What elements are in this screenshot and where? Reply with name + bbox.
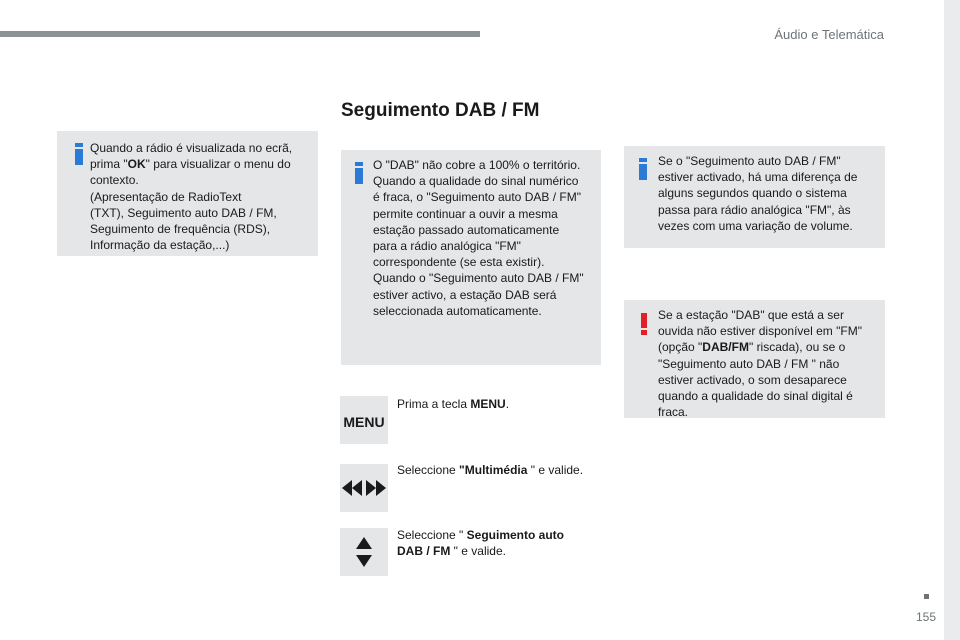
text-line: estiver activado, há uma diferença de <box>658 170 858 185</box>
menu-key-icon: MENU <box>340 396 388 444</box>
step-select-multimedia <box>397 462 597 478</box>
box-text <box>658 307 882 420</box>
page-number: 155 <box>915 610 936 624</box>
section-title: Áudio e Telemática <box>774 27 884 42</box>
text-line: DAB / FM " e valide. <box>397 544 506 559</box>
text-line: estiver activado, o som desaparece <box>658 372 847 387</box>
bold-text: OK <box>127 157 146 172</box>
text-line: (opção "DAB/FM" riscada), ou se o <box>658 340 846 355</box>
text-line: "Seguimento auto DAB / FM " não <box>658 356 840 371</box>
info-box-context-menu <box>57 131 318 256</box>
page-edge <box>944 0 960 640</box>
up-down-arrows-icon <box>340 528 388 576</box>
text-line: Se o "Seguimento auto DAB / FM" <box>658 154 841 168</box>
text-line: Quando a rádio é visualizada no ecrã, <box>90 141 293 155</box>
text-line: para a rádio analógica "FM" <box>373 239 521 254</box>
bold-text: DAB/FM <box>702 340 749 355</box>
text-line: estiver activo, a estação DAB será <box>373 287 557 302</box>
info-box-dab-coverage <box>341 150 601 365</box>
page-heading: Seguimento DAB / FM <box>341 100 540 121</box>
bold-text: DAB / FM <box>397 544 451 559</box>
warning-icon <box>641 313 647 335</box>
step-select-dab-fm-follow <box>397 527 597 559</box>
box-text <box>658 153 880 234</box>
page-marker <box>924 594 929 599</box>
text-line: Quando a qualidade do sinal numérico <box>373 174 579 189</box>
bold-text: "Multimédia <box>459 463 528 477</box>
bold-text: Seguimento auto <box>466 528 564 542</box>
info-icon <box>355 162 363 184</box>
box-text <box>90 140 310 253</box>
text-line: Seleccione " Seguimento auto <box>397 528 564 542</box>
text-line: Seleccione "Multimédia " e valide. <box>397 463 584 477</box>
text-line: Informação da estação,...) <box>90 238 230 253</box>
text-line: prima "OK" para visualizar o menu do <box>90 157 291 172</box>
text-line: fraca. <box>658 405 689 420</box>
text-line: O "DAB" não cobre a 100% o território. <box>373 158 581 172</box>
text-line: seleccionada automaticamente. <box>373 303 542 318</box>
warning-box-station-unavailable <box>624 300 885 418</box>
text-line: Prima a tecla MENU. <box>397 397 510 411</box>
info-icon <box>639 158 647 180</box>
text-line: (TXT), Seguimento auto DAB / FM, <box>90 205 277 220</box>
text-line: contexto. <box>90 173 139 188</box>
text-line: correspondente (se esta existir). <box>373 255 545 270</box>
text-line: Seguimento de frequência (RDS), <box>90 222 271 237</box>
text-line: permite continuar a ouvir a mesma <box>373 206 558 221</box>
text-line: Quando o "Seguimento auto DAB / FM" <box>373 271 584 286</box>
header-bar <box>0 31 480 37</box>
text-line: vezes com uma variação de volume. <box>658 218 853 233</box>
box-text <box>373 157 597 319</box>
step-press-menu <box>397 396 597 412</box>
skip-arrows-icon <box>340 464 388 512</box>
text-line: alguns segundos quando o sistema <box>658 186 847 201</box>
text-line: ouvida não estiver disponível em "FM" <box>658 324 862 339</box>
text-line: Se a estação "DAB" que está a ser <box>658 308 844 322</box>
text-line: quando a qualidade do sinal digital é <box>658 389 853 404</box>
text-line: é fraca, o "Seguimento auto DAB / FM" <box>373 190 581 205</box>
text-line: passa para rádio analógica "FM", às <box>658 202 851 217</box>
info-icon <box>75 143 83 165</box>
text-line: estação passado automaticamente <box>373 222 560 237</box>
bold-text: MENU <box>470 397 506 411</box>
text-line: (Apresentação de RadioText <box>90 189 242 204</box>
info-box-switch-delay <box>624 146 885 248</box>
